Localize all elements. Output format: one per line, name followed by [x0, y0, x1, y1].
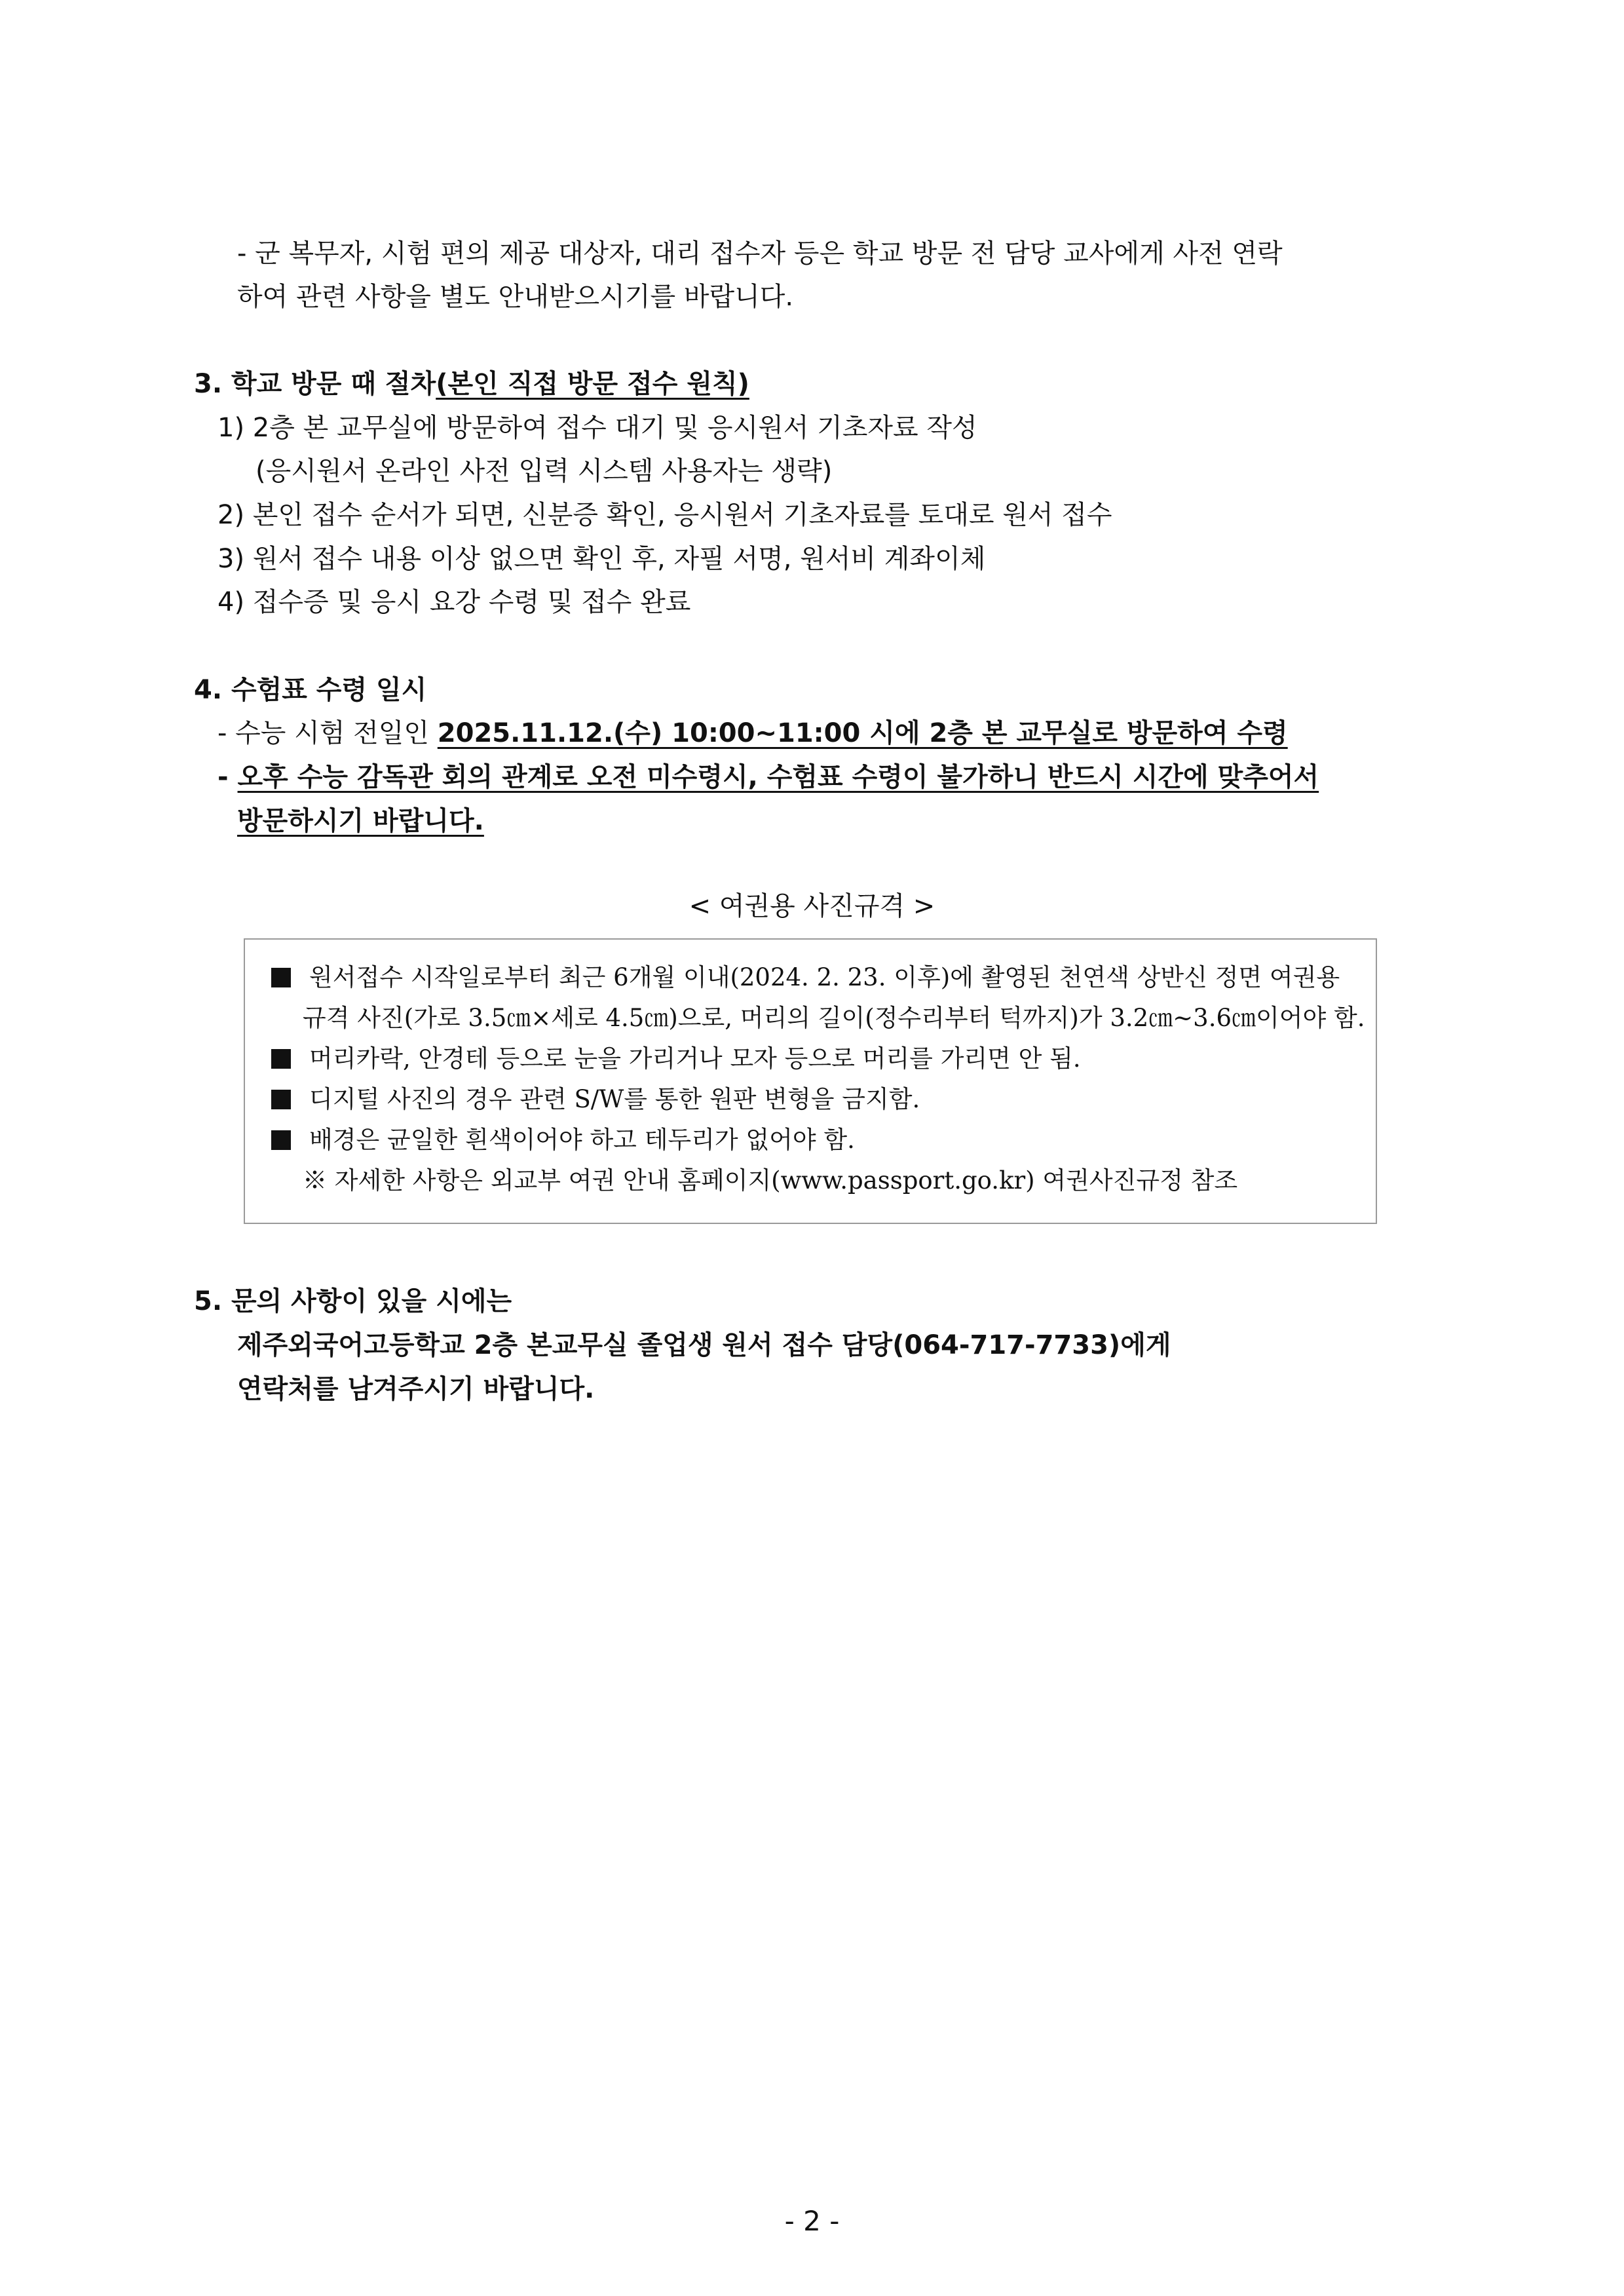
section-5-line-2: 연락처를 남겨주시기 바랍니다.: [237, 1374, 595, 1404]
section-4-line-3: 방문하시기 바랍니다.: [237, 806, 484, 836]
square-bullet-icon: [271, 1090, 291, 1109]
intro-line-2: 하여 관련 사항을 별도 안내받으시기를 바랍니다.: [237, 282, 794, 312]
section-3-heading: [194, 362, 749, 406]
square-bullet-icon: [271, 1130, 291, 1150]
photo-spec-title: < 여권용 사진규격 >: [689, 891, 935, 921]
section-4-line-2-dash: -: [217, 762, 238, 792]
photo-spec-bullet-1-text: 원서접수 시작일로부터 최근 6개월 이내(2024. 2. 23. 이후)에 촬영된 천연색 상반신 정면 여권용: [309, 963, 1340, 991]
section-3-item-2: 2) 본인 접수 순서가 되면, 신분증 확인, 응시원서 기초자료를 토대로 원서 접수: [217, 500, 1112, 530]
square-bullet-icon: [271, 968, 291, 987]
section-3-item-1-note: (응시원서 온라인 사전 입력 시스템 사용자는 생략): [255, 456, 833, 486]
section-3-item-3: 3) 원서 접수 내용 이상 없으면 확인 후, 자필 서명, 원서비 계좌이체: [217, 544, 986, 574]
section-3-item-4: 4) 접수증 및 응시 요강 수령 및 접수 완료: [217, 587, 691, 617]
square-bullet-icon: [271, 1049, 291, 1069]
section-4-line-1-prefix: - 수능 시험 전일인: [217, 718, 438, 748]
section-4-line-2-emphasis: 오후 수능 감독관 회의 관계로 오전 미수령시, 수험표 수령이 불가하니 반드시 시간에 맞추어서: [237, 762, 1319, 792]
intro-line-1: - 군 복무자, 시험 편의 제공 대상자, 대리 접수자 등은 학교 방문 전 담당 교사에게 사전 연락: [237, 239, 1283, 269]
photo-spec-bullet-2-text: 머리카락, 안경테 등으로 눈을 가리거나 모자 등으로 머리를 가리면 안 됨.: [309, 1044, 1081, 1073]
photo-spec-bullet-4: [271, 1120, 855, 1160]
photo-spec-bullet-2: [271, 1039, 1081, 1079]
photo-spec-bullet-4-text: 배경은 균일한 흰색이어야 하고 테두리가 없어야 함.: [309, 1126, 855, 1154]
section-4-heading: 4. 수험표 수령 일시: [194, 675, 427, 705]
photo-spec-box: [244, 938, 1377, 1224]
section-3-heading-prefix: 3. 학교 방문 때 절차: [194, 369, 436, 399]
photo-spec-bullet-3-text: 디지털 사진의 경우 관련 S/W를 통한 원판 변형을 금지함.: [309, 1085, 920, 1113]
photo-spec-bullet-1-cont: 규격 사진(가로 3.5㎝×세로 4.5㎝)으로, 머리의 길이(정수리부터 턱까지)가 3.2㎝~3.6㎝이어야 함.: [303, 1004, 1365, 1032]
section-5-heading: 5. 문의 사항이 있을 시에는: [194, 1286, 512, 1316]
photo-spec-bullet-1: [271, 958, 1340, 997]
photo-spec-note: ※ 자세한 사항은 외교부 여권 안내 홈페이지(www.passport.go.kr) 여권사진규정 참조: [303, 1166, 1238, 1195]
section-4-line-1-emphasis: 2025.11.12.(수) 10:00~11:00 시에 2층 본 교무실로 방문하여 수령: [437, 718, 1288, 748]
section-5-line-1: 제주외국어고등학교 2층 본교무실 졸업생 원서 접수 담당(064-717-7733)에게: [237, 1330, 1171, 1360]
section-3-item-1: 1) 2층 본 교무실에 방문하여 접수 대기 및 응시원서 기초자료 작성: [217, 413, 977, 443]
photo-spec-bullet-3: [271, 1080, 920, 1119]
section-4-line-1: [217, 712, 1288, 755]
section-4-line-2: [217, 756, 1319, 799]
section-3-heading-underlined: (본인 직접 방문 접수 원칙): [436, 369, 749, 399]
page-number: - 2 -: [784, 2205, 840, 2237]
